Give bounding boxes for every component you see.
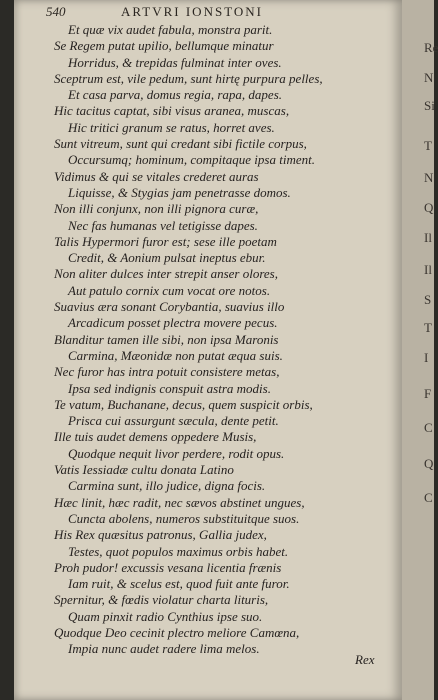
verse-line: Et casa parva, domus regia, rapa, dapes. xyxy=(68,87,283,103)
facing-page-letter: Il xyxy=(424,262,432,277)
verse-line: Suavius æra sonant Corybantia, suavius illo xyxy=(54,299,285,315)
verse-line: Non aliter dulces inter strepit anser olores, xyxy=(54,266,278,282)
verse-line: Carmina sunt, illo judice, digna focis. xyxy=(68,478,266,494)
verse-line: Sunt vitreum, sunt qui credant sibi fictile corpus, xyxy=(54,136,307,152)
verse-line: Arcadicum posset plectra movere pecus. xyxy=(68,315,278,331)
running-head: ARTVRI IONSTONI xyxy=(121,4,264,19)
verse-line: Iam ruit, & scelus est, quod fuit ante furor. xyxy=(68,576,290,592)
facing-page-letter: C xyxy=(424,490,433,505)
verse-line: Carmina, Mæonidæ non putat æqua suis. xyxy=(68,347,283,363)
facing-page-letter: T xyxy=(424,138,432,153)
verse-line: Hæc linit, hæc radit, nec sævos abstinet ungues, xyxy=(54,494,305,510)
verse-line: Talis Hypermori furor est; sese ille poetam xyxy=(54,233,277,249)
verse-line: Non illi conjunx, non illi pignora curæ, xyxy=(54,201,259,217)
verse-line: Credit, & Aonium pulsat ineptus ebur. xyxy=(68,250,266,266)
facing-page-letter: Q xyxy=(424,456,434,471)
verse-line: Testes, quot populos maximus orbis habet. xyxy=(68,543,289,559)
verse-line: Horridus, & trepidas fulminat inter oves. xyxy=(68,54,282,70)
page-header xyxy=(46,4,438,22)
verse-line: Hic tacitus captat, sibi visus aranea, muscas, xyxy=(54,103,290,119)
facing-page-letter: N xyxy=(424,170,434,185)
facing-page-letter: Q xyxy=(424,200,434,215)
facing-page-letter: Il xyxy=(424,230,432,245)
verse-line: His Rex quæsitus patronus, Gallia judex, xyxy=(54,527,267,543)
verse-line: Blanditur tamen ille sibi, non ipsa Maronis xyxy=(54,331,279,347)
page-number: 540 xyxy=(46,4,66,19)
facing-page-letter: F xyxy=(424,386,432,401)
facing-page-letter: S xyxy=(424,292,432,307)
verse-line: Nec fas humanas vel tetigisse dapes. xyxy=(68,217,258,233)
facing-page-letter: Re xyxy=(424,40,438,55)
verse-line: Spernitur, & fœdis violatur charta lituris, xyxy=(54,592,269,608)
verse-line: Proh pudor! excussis vesana licentia frænis xyxy=(54,559,282,575)
verse-line: Liquisse, & Stygias jam penetrasse domos. xyxy=(68,184,291,200)
verse-line: Se Regem putat upilio, bellumque minatur xyxy=(54,38,274,54)
verse-line: Te vatum, Buchanane, decus, quem suspicit orbis, xyxy=(54,396,313,412)
facing-page-letter: C xyxy=(424,420,433,435)
verse-line: Quodque Deo cecinit plectro meliore Camœna, xyxy=(54,624,300,640)
catchword: Rex xyxy=(355,652,375,667)
verse-line: Quam pinxit radio Cynthius ipse suo. xyxy=(68,608,263,624)
verse-line: Et quæ vix audet fabula, monstra parit. xyxy=(68,22,273,37)
facing-page-letter: I xyxy=(424,350,429,365)
verse-line: Aut patulo cornix cum vocat ore notos. xyxy=(68,282,271,298)
verse-line: Hic tritici granum se ratus, horret aves. xyxy=(68,119,275,135)
facing-page-letter: N xyxy=(424,70,434,85)
verse-line: Impia nunc audet radere lima melos. xyxy=(68,641,260,657)
verse-line: Nec furor has intra potuit consistere metas, xyxy=(54,364,280,380)
poem-text xyxy=(54,22,394,658)
verse-line: Sceptrum est, vile pedum, sunt hirtę purpura pelles, xyxy=(54,70,323,86)
verse-line: Occursumq; hominum, compitaque ipsa timent. xyxy=(68,152,315,168)
verse-line: Vatis Iessiadæ cultu donata Latino xyxy=(54,462,234,478)
facing-page-letter: Si xyxy=(424,98,435,113)
verse-line: Quodque nequit livor perdere, rodit opus. xyxy=(68,445,285,461)
verse-line: Vidimus & qui se vitales crederet auras xyxy=(54,168,259,184)
verse-line: Ipsa sed indignis conspuit astra modis. xyxy=(68,380,271,396)
verse-line: Prisca cui assurgunt sæcula, dente petit. xyxy=(68,413,279,429)
facing-page-letter: T xyxy=(424,320,432,335)
verse-line: Ille tuis audet demens oppedere Musis, xyxy=(54,429,257,445)
verse-line: Cuncta abolens, numeros substituitque suos. xyxy=(68,510,300,526)
